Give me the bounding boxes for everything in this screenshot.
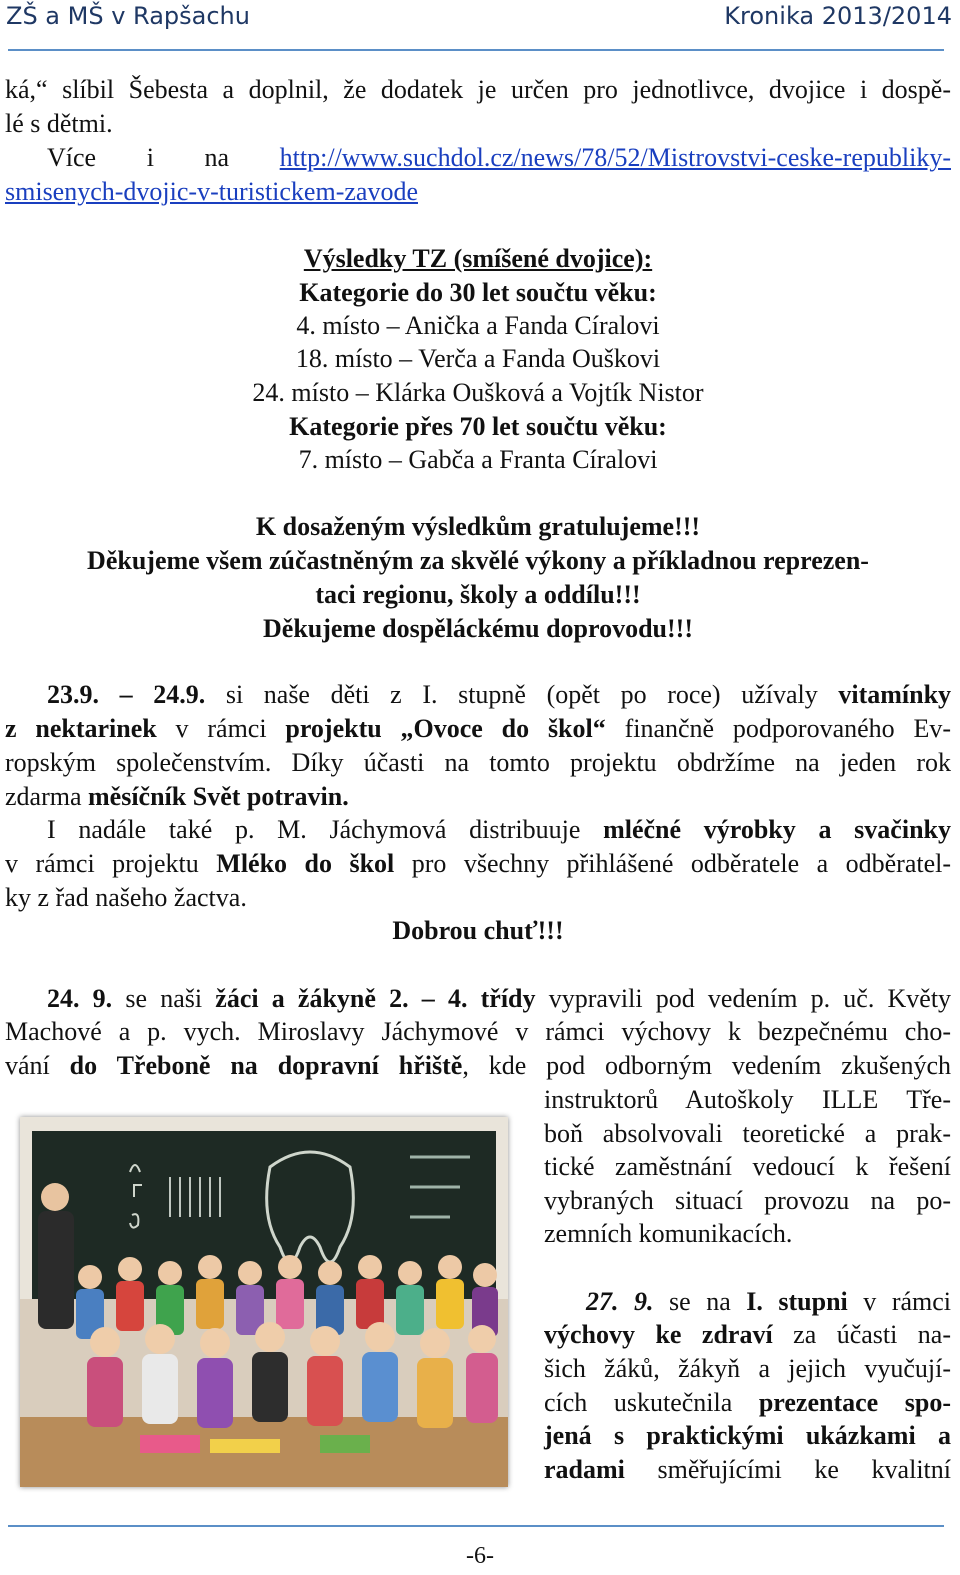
health-paragraph-line: jená s praktickými ukázkami a: [544, 1421, 951, 1450]
text-run: v rámci: [175, 714, 267, 743]
text-run: prezentace spo-: [758, 1388, 951, 1417]
result-item: 7. místo – Gabča a Franta Círalovi: [298, 445, 658, 474]
result-item: 24. místo – Klárka Oušková a Vojtík Nistor: [252, 378, 704, 407]
text-run: 23.9.: [47, 680, 99, 709]
traffic-side-line: tické zaměstnání vedoucí k řešení: [544, 1152, 951, 1181]
text-run: –: [119, 680, 133, 709]
health-paragraph-line: [544, 1285, 951, 1319]
text-run: si naše děti z I. stupně (opět po roce) užívaly: [225, 680, 818, 709]
more-info-line: [5, 141, 951, 175]
fruit-paragraph-line: ropským společenstvím. Díky účasti na tomto projektu obdržíme na jeden rok: [5, 748, 951, 777]
text-run: se na: [669, 1287, 731, 1316]
page-number: -6-: [466, 1543, 494, 1569]
text-run: se naši: [125, 984, 203, 1013]
traffic-paragraph-line: [5, 1049, 951, 1083]
category-heading: Kategorie do 30 let součtu věku:: [299, 278, 657, 307]
link-continuation-line: [5, 175, 951, 209]
text-run: měsíčník Svět potravin: [88, 782, 343, 811]
text-run: 24. 9.: [47, 984, 113, 1013]
text-run: mléčné výrobky a svačinky: [603, 815, 951, 844]
text-run: pro všechny přihlášené odběratele a odběratel-: [411, 849, 952, 878]
text-run: vitamínky: [838, 680, 952, 709]
text-run: , kde pod odborným vedením zkušených: [462, 1051, 952, 1080]
fruit-paragraph-line: [5, 678, 951, 712]
text-run: 27. 9.: [586, 1287, 654, 1316]
category-heading: Kategorie přes 70 let součtu věku:: [289, 412, 667, 441]
footer-rule: [8, 1525, 944, 1527]
health-paragraph-line: šich žáků, žákyň a jejich vyučují-: [544, 1354, 951, 1383]
suchdol-link-continued[interactable]: smisenych-dvojic-v-turistickem-zavode: [5, 177, 418, 206]
text-run: I nadále také p. M. Jáchymová distribuuje: [47, 815, 581, 844]
health-paragraph-line: [544, 1318, 951, 1352]
text-run: směřujícími ke kvalitní: [657, 1455, 951, 1484]
milk-paragraph-line: ky z řad našeho žactva.: [5, 883, 247, 912]
milk-paragraph-line: [5, 813, 951, 847]
traffic-paragraph-line: Machové a p. vych. Miroslavy Jáchymové v rámci výchovy k bezpečnému cho-: [5, 1017, 951, 1046]
result-item: 18. místo – Verča a Fanda Ouškovi: [295, 344, 661, 373]
text-run: 24.9.: [153, 680, 206, 709]
text-line: ká,“ slíbil Šebesta a doplnil, že dodatek je určen pro jednotlivce, dvojice i dospě-: [5, 75, 951, 104]
header-chronicle: Kronika 2013/2014: [724, 2, 952, 30]
text-line: lé s dětmi.: [5, 109, 113, 138]
header-school: ZŠ a MŠ v Rapšachu: [6, 2, 250, 30]
text-run: finančně podporovaného Ev-: [624, 714, 952, 743]
text-run: cích uskutečnila: [544, 1388, 733, 1417]
traffic-paragraph-line: [5, 982, 951, 1016]
class-photo: [20, 1117, 508, 1487]
class-photo-illustration: [20, 1117, 508, 1487]
traffic-side-line: vybraných situací provozu na po-: [544, 1186, 951, 1215]
text-run: za účasti na-: [793, 1320, 951, 1349]
text-run: zdarma: [5, 782, 82, 811]
header-rule: [8, 49, 944, 51]
text-run: v rámci: [863, 1287, 951, 1316]
text-run: vání: [5, 1051, 50, 1080]
text-run: z nektarinek: [5, 714, 157, 743]
fruit-paragraph-line: [5, 712, 951, 746]
fruit-paragraph-line: [5, 780, 951, 814]
text-run: do Třeboně na dopravní hřiště: [69, 1051, 463, 1080]
traffic-side-line: instruktorů Autoškoly ILLE Tře-: [544, 1085, 951, 1114]
milk-paragraph-line: [5, 847, 951, 881]
text-run: žáci a žákyně 2. – 4. třídy: [215, 984, 536, 1013]
results-heading: Výsledky TZ (smíšené dvojice):: [303, 244, 653, 273]
result-item: 4. místo – Anička a Fanda Círalovi: [296, 311, 660, 340]
thanks-line: taci regionu, školy a oddílu!!!: [315, 580, 641, 609]
traffic-side-line: zemních komunikacích.: [544, 1219, 793, 1248]
more-info-prefix: Více i na: [47, 143, 230, 172]
text-run: .: [342, 782, 349, 811]
thanks-line: Děkujeme všem zúčastněným za skvělé výkony a příkladnou reprezen-: [87, 546, 869, 575]
congratulations: K dosaženým výsledkům gratulujeme!!!: [255, 512, 701, 541]
text-run: radami: [544, 1455, 625, 1484]
enjoy-meal: Dobrou chuť!!!: [392, 916, 564, 945]
thanks-escort: Děkujeme dospěláckému doprovodu!!!: [263, 614, 693, 643]
text-run: I. stupni: [746, 1287, 848, 1316]
text-run: vypravili pod vedením p. uč. Květy: [548, 984, 952, 1013]
text-run: Mléko do škol: [216, 849, 395, 878]
text-run: výchovy ke zdraví: [544, 1320, 773, 1349]
suchdol-link[interactable]: http://www.suchdol.cz/news/78/52/Mistrovstvi-ceske-republiky-: [279, 143, 951, 172]
traffic-side-line: boň absolvovali teoretické a prak-: [544, 1119, 951, 1148]
health-paragraph-line: [544, 1453, 951, 1487]
page-header: [0, 0, 960, 50]
text-run: projektu „Ovoce do škol“: [285, 714, 606, 743]
text-run: v rámci projektu: [5, 849, 199, 878]
health-paragraph-line: [544, 1386, 951, 1420]
